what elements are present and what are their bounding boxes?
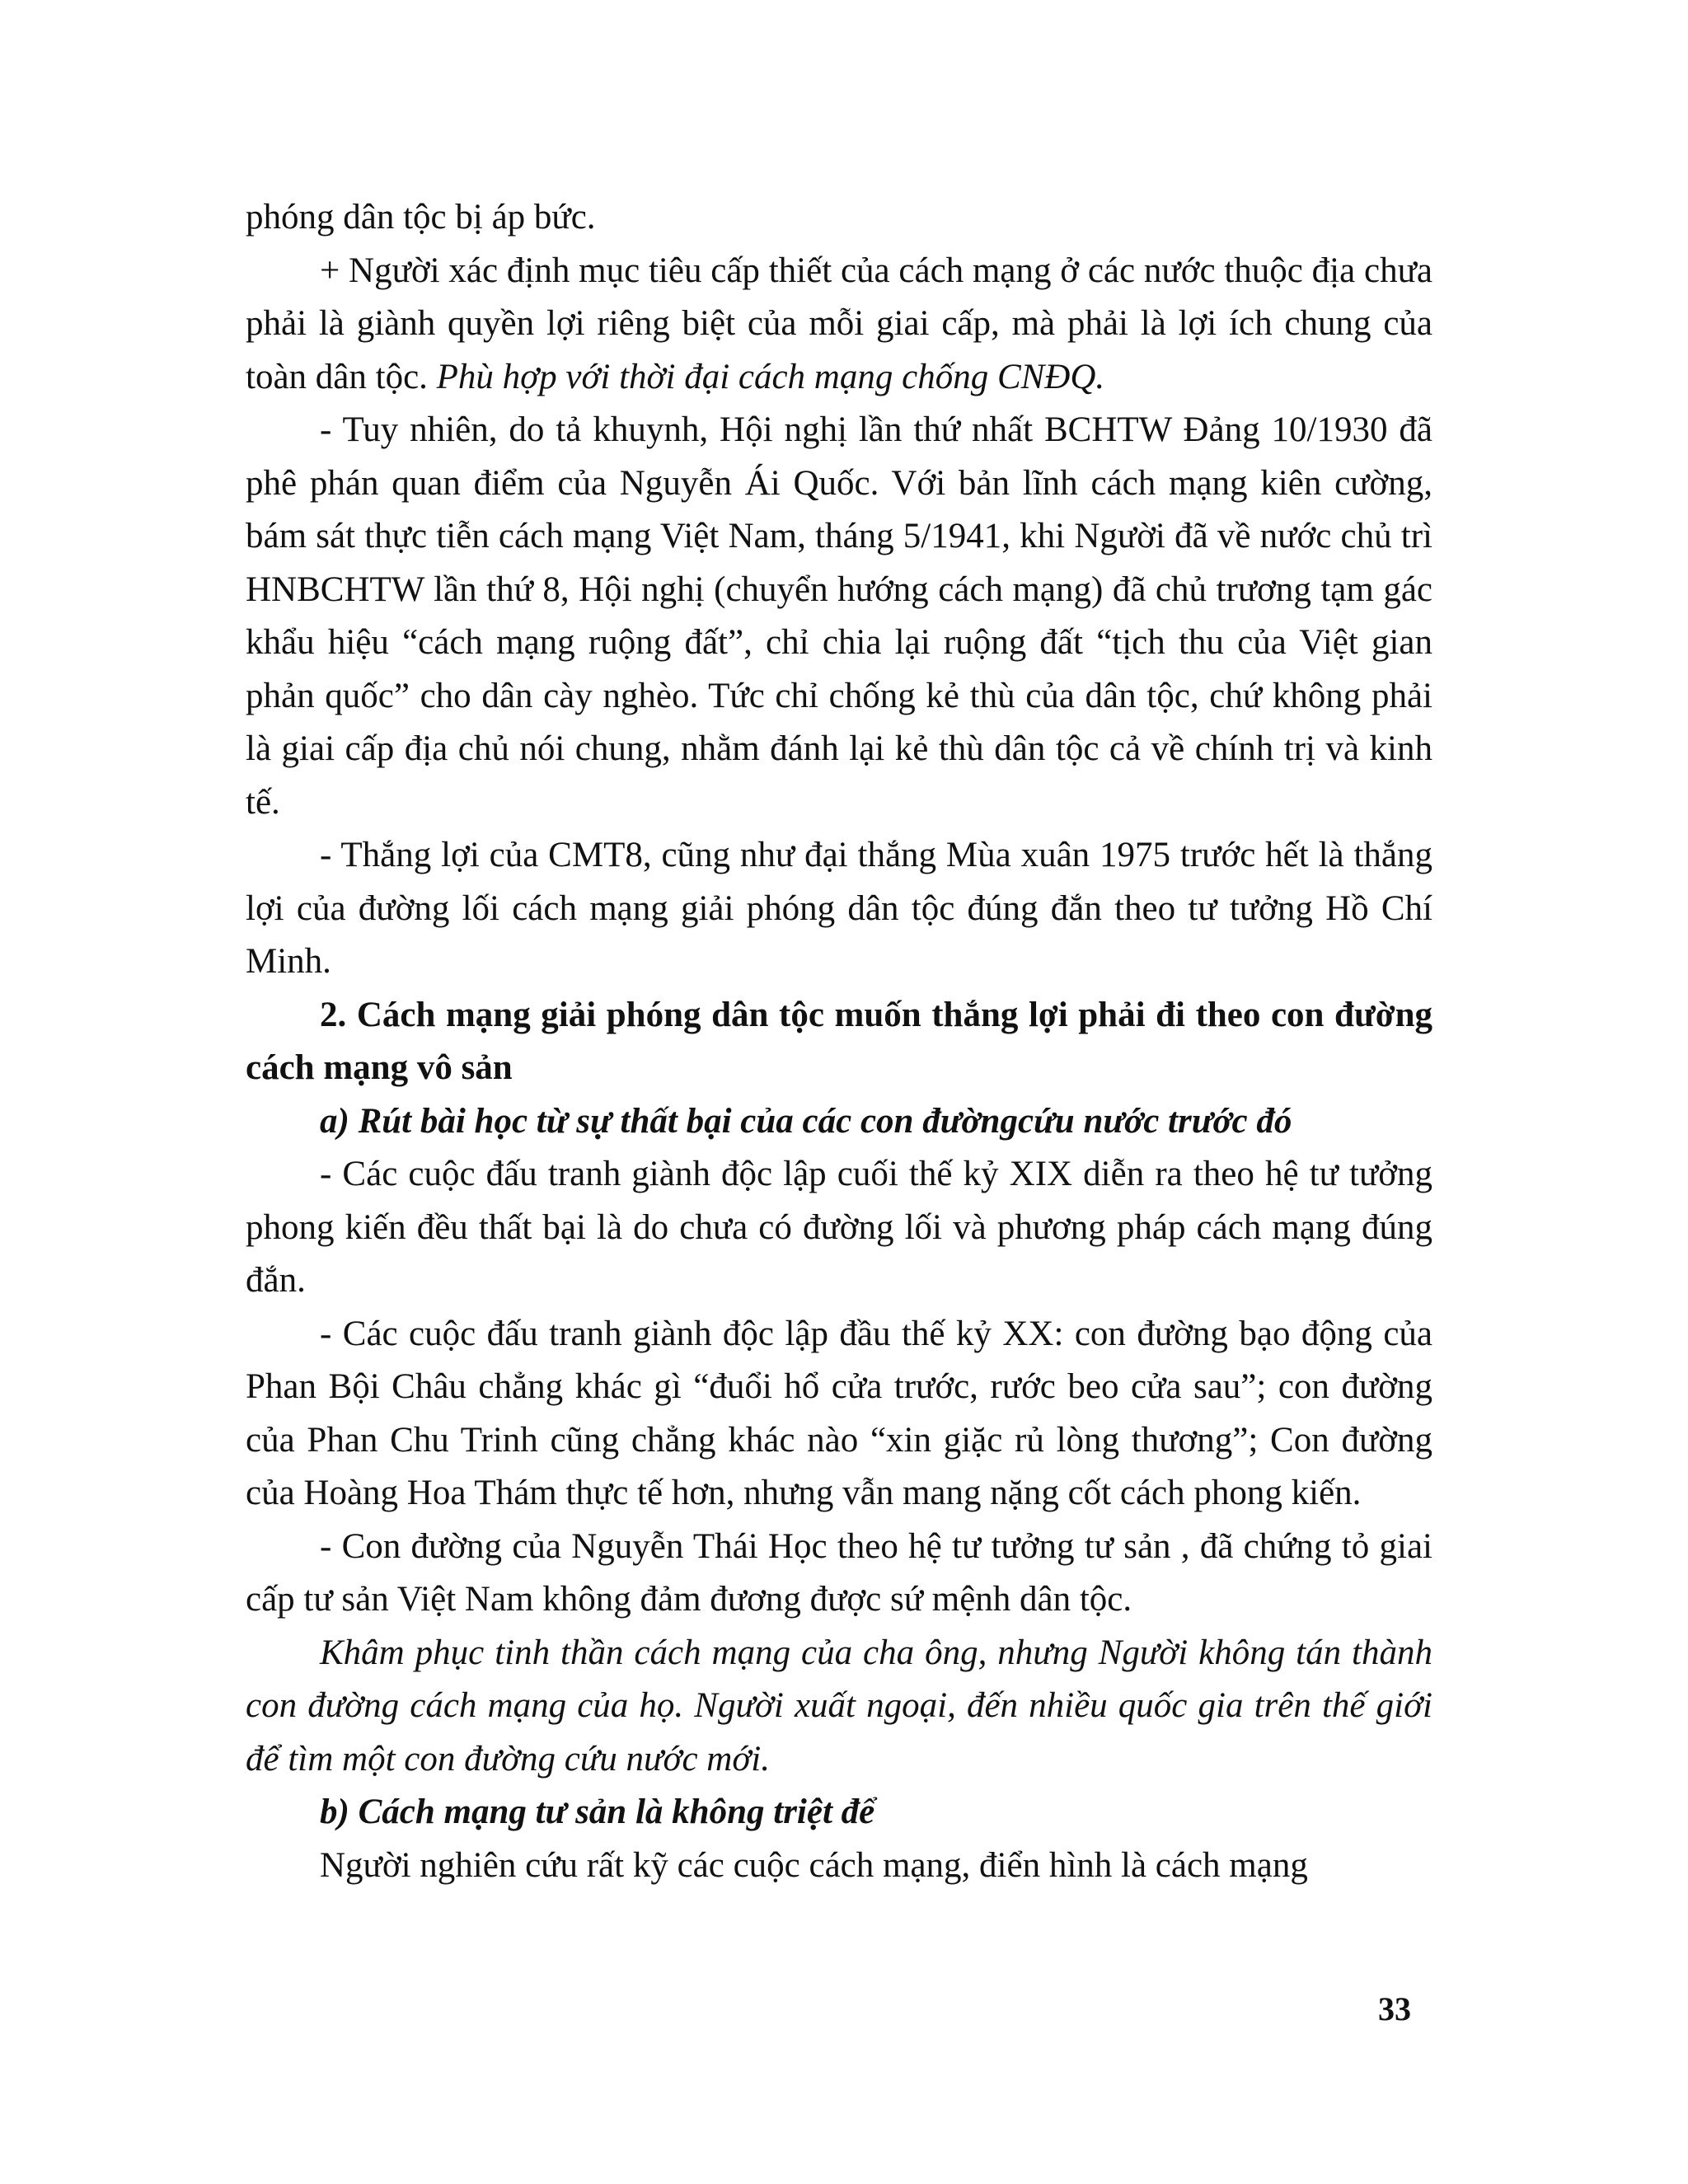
paragraph-research: Người nghiên cứu rất kỹ các cuộc cách mạng, điển hình là cách mạng bbox=[320, 1845, 1308, 1885]
paragraph-objective-italic: Phù hợp với thời đại cách mạng chống CNĐQ. bbox=[436, 357, 1105, 396]
section-heading-2: 2. Cách mạng giải phóng dân tộc muốn thắng lợi phải đi theo con đường cách mạng vô sản bbox=[246, 995, 1432, 1087]
paragraph-19th-century: - Các cuộc đấu tranh giành độc lập cuối thế kỷ XIX diễn ra theo hệ tư tưởng phong kiến đều thất bại là do chưa có đường lối và phương pháp cách mạng đúng đắn. bbox=[246, 1155, 1432, 1300]
page-number: 33 bbox=[1378, 1990, 1411, 2027]
paragraph-20th-century: - Các cuộc đấu tranh giành độc lập đầu thế kỷ XX: con đường bạo động của Phan Bội Châu chẳng khác gì “đuổi hổ cửa trước, rước beo cửa sau”; con đường của Phan Chu Trinh cũng chẳng khác nào “xin giặc rủ lòng thương”; Con đường của Hoàng Hoa Thám thực tế hơn, nhưng vẫn mang nặng cốt cách phong kiến. bbox=[246, 1314, 1432, 1512]
page-body bbox=[246, 191, 1432, 1892]
paragraph-victory: - Thắng lợi của CMT8, cũng như đại thắng Mùa xuân 1975 trước hết là thắng lợi của đường lối cách mạng giải phóng dân tộc đúng đắn theo tư tưởng Hồ Chí Minh. bbox=[246, 836, 1432, 981]
paragraph-italic-admiration: Khâm phục tinh thần cách mạng của cha ông, nhưng Người không tán thành con đường cách mạng của họ. Người xuất ngoại, đến nhiều quốc gia trên thế giới để tìm một con đường cứu nước mới. bbox=[246, 1633, 1432, 1779]
paragraph-critique: - Tuy nhiên, do tả khuynh, Hội nghị lần thứ nhất BCHTW Đảng 10/1930 đã phê phán quan điểm của Nguyễn Ái Quốc. Với bản lĩnh cách mạng kiên cường, bám sát thực tiễn cách mạng Việt Nam, tháng 5/1941, khi Người đã về nước chủ trì HNBCHTW lần thứ 8, Hội nghị (chuyển hướng cách mạng) đã chủ trương tạm gác khẩu hiệu “cách mạng ruộng đất”, chỉ chia lại ruộng đất “tịch thu của Việt gian phản quốc” cho dân cày nghèo. Tức chỉ chống kẻ thù của dân tộc, chứ không phải là giai cấp địa chủ nói chung, nhằm đánh lại kẻ thù dân tộc cả về chính trị và kinh tế. bbox=[246, 410, 1432, 822]
paragraph-nguyen-thai-hoc: - Con đường của Nguyễn Thái Học theo hệ tư tưởng tư sản , đã chứng tỏ giai cấp tư sản Việt Nam không đảm đương được sứ mệnh dân tộc. bbox=[246, 1526, 1432, 1619]
paragraph-continuation: phóng dân tộc bị áp bức. bbox=[246, 198, 596, 237]
subheading-a: a) Rút bài học từ sự thất bại của các con đườngcứu nước trước đó bbox=[320, 1101, 1292, 1141]
paragraph-objective bbox=[246, 245, 1432, 405]
subheading-b: b) Cách mạng tư sản là không triệt để bbox=[320, 1793, 875, 1831]
paragraph-objective-text: + Người xác định mục tiêu cấp thiết của cách mạng ở các nước thuộc địa chưa phải là giành quyền lợi riêng biệt của mỗi giai cấp, mà phải là lợi ích chung của toàn dân tộc. bbox=[246, 251, 1432, 396]
